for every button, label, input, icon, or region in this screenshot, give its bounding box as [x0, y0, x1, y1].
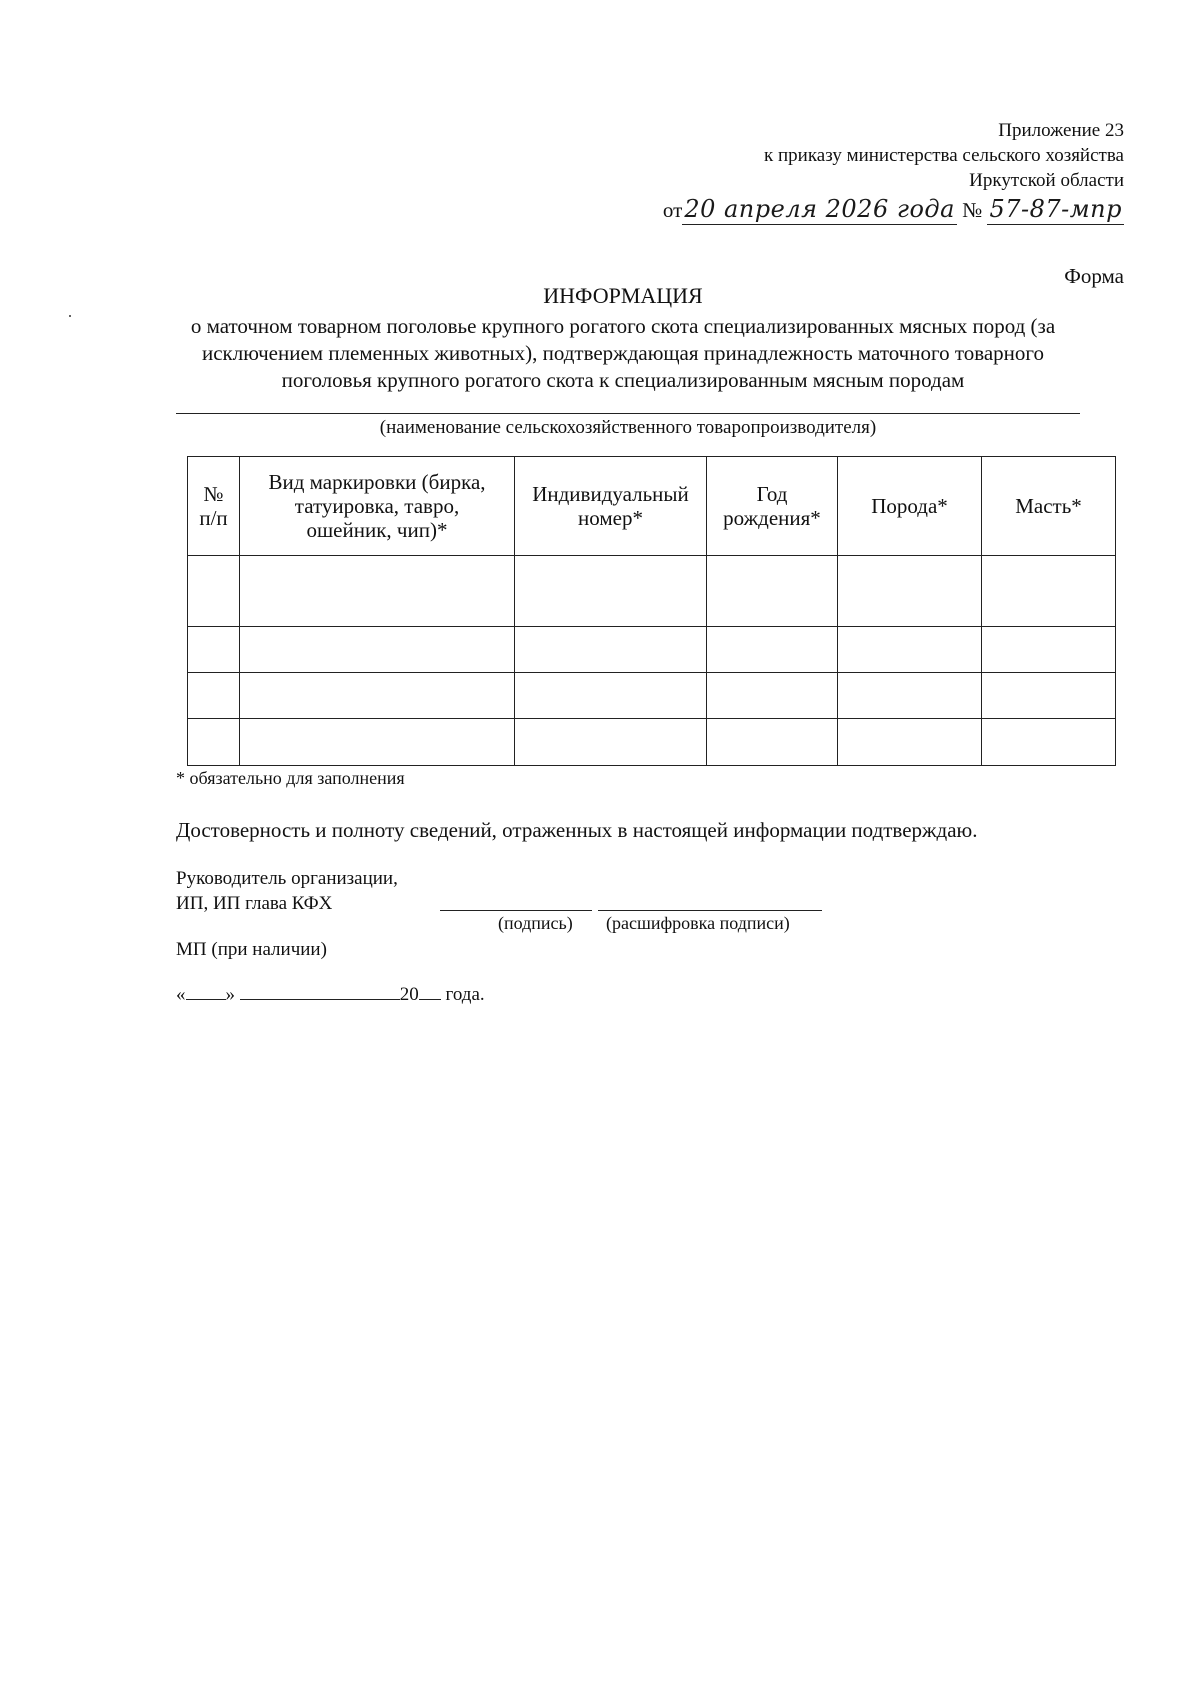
scan-speck: [69, 315, 71, 317]
order-reference: к приказу министерства сельского хозяйства: [764, 145, 1124, 166]
cell-individual-number[interactable]: [515, 556, 707, 627]
header-individual-number: Индивидуальный номер*: [515, 457, 707, 556]
month-field[interactable]: [240, 985, 400, 1000]
document-subtitle: [178, 313, 1068, 394]
signing-date: [176, 984, 485, 1006]
subtitle-line: о маточном товарном поголовье крупного рогатого скота специализированных мясных пород (за: [190, 314, 1056, 338]
decoding-caption: (расшифровка подписи): [606, 913, 790, 933]
year-prefix: 20: [399, 984, 419, 1005]
cell-marking-type[interactable]: [240, 673, 515, 719]
cell-marking-type[interactable]: [240, 627, 515, 673]
cell-breed[interactable]: [838, 673, 982, 719]
header-block: [663, 118, 1124, 229]
handwritten-number: 57-87-мпр: [989, 195, 1122, 223]
order-date-line: [663, 195, 1124, 229]
cell-row-number[interactable]: [188, 627, 240, 673]
subtitle-line: поголовья крупного рогатого скота к специализированным мясным породам: [281, 368, 965, 392]
cell-row-number[interactable]: [188, 556, 240, 627]
open-quote: «: [176, 984, 186, 1005]
cell-breed[interactable]: [838, 627, 982, 673]
producer-caption: (наименование сельскохозяйственного товаропроизводителя): [379, 417, 877, 438]
producer-name-field[interactable]: [176, 413, 1080, 414]
table-row: [188, 719, 1116, 766]
header-color: Масть*: [982, 457, 1116, 556]
signature-caption: (подпись): [498, 913, 573, 933]
table-header-row: [188, 457, 1116, 556]
header-row-number: № п/п: [188, 457, 240, 556]
cell-marking-type[interactable]: [240, 556, 515, 627]
livestock-table: [187, 456, 1116, 766]
header-birth-year: Год рождения*: [707, 457, 838, 556]
cell-birth-year[interactable]: [707, 556, 838, 627]
cell-birth-year[interactable]: [707, 673, 838, 719]
cell-color[interactable]: [982, 556, 1116, 627]
signer-title-line-2: ИП, ИП глава КФХ: [176, 893, 333, 914]
cell-individual-number[interactable]: [515, 673, 707, 719]
subtitle-line: исключением племенных животных), подтверждающая принадлежность маточного товарного: [201, 341, 1045, 365]
form-label: Форма: [1064, 264, 1124, 288]
cell-color[interactable]: [982, 627, 1116, 673]
cell-individual-number[interactable]: [515, 627, 707, 673]
cell-row-number[interactable]: [188, 719, 240, 766]
required-note: * обязательно для заполнения: [176, 768, 405, 788]
header-breed: Порода*: [838, 457, 982, 556]
document-title: ИНФОРМАЦИЯ: [543, 283, 703, 308]
stamp-label: МП (при наличии): [176, 939, 327, 960]
handwritten-date: 20 апреля 2026 года: [684, 195, 955, 223]
table-row: [188, 627, 1116, 673]
year-suffix: года.: [445, 984, 485, 1005]
signature-field[interactable]: [440, 910, 592, 911]
date-prefix: от: [662, 198, 683, 222]
day-field[interactable]: [186, 985, 226, 1000]
cell-color[interactable]: [982, 673, 1116, 719]
appendix-number: Приложение 23: [998, 120, 1124, 141]
cell-birth-year[interactable]: [707, 627, 838, 673]
cell-birth-year[interactable]: [707, 719, 838, 766]
cell-individual-number[interactable]: [515, 719, 707, 766]
cell-breed[interactable]: [838, 719, 982, 766]
confirmation-statement: Достоверность и полноту сведений, отраженных в настоящей информации подтверждаю.: [176, 818, 978, 842]
cell-breed[interactable]: [838, 556, 982, 627]
cell-row-number[interactable]: [188, 673, 240, 719]
close-quote: »: [225, 984, 235, 1005]
table-row: [188, 673, 1116, 719]
signer-title-line-1: Руководитель организации,: [176, 868, 398, 889]
number-prefix: №: [962, 198, 983, 222]
table-row: [188, 556, 1116, 627]
signature-decoding-field[interactable]: [598, 910, 822, 911]
cell-color[interactable]: [982, 719, 1116, 766]
region-name: Иркутской области: [969, 170, 1124, 191]
cell-marking-type[interactable]: [240, 719, 515, 766]
year-field[interactable]: [419, 985, 441, 1000]
header-marking-type: Вид маркировки (бирка, татуировка, тавро, ошейник, чип)*: [240, 457, 515, 556]
